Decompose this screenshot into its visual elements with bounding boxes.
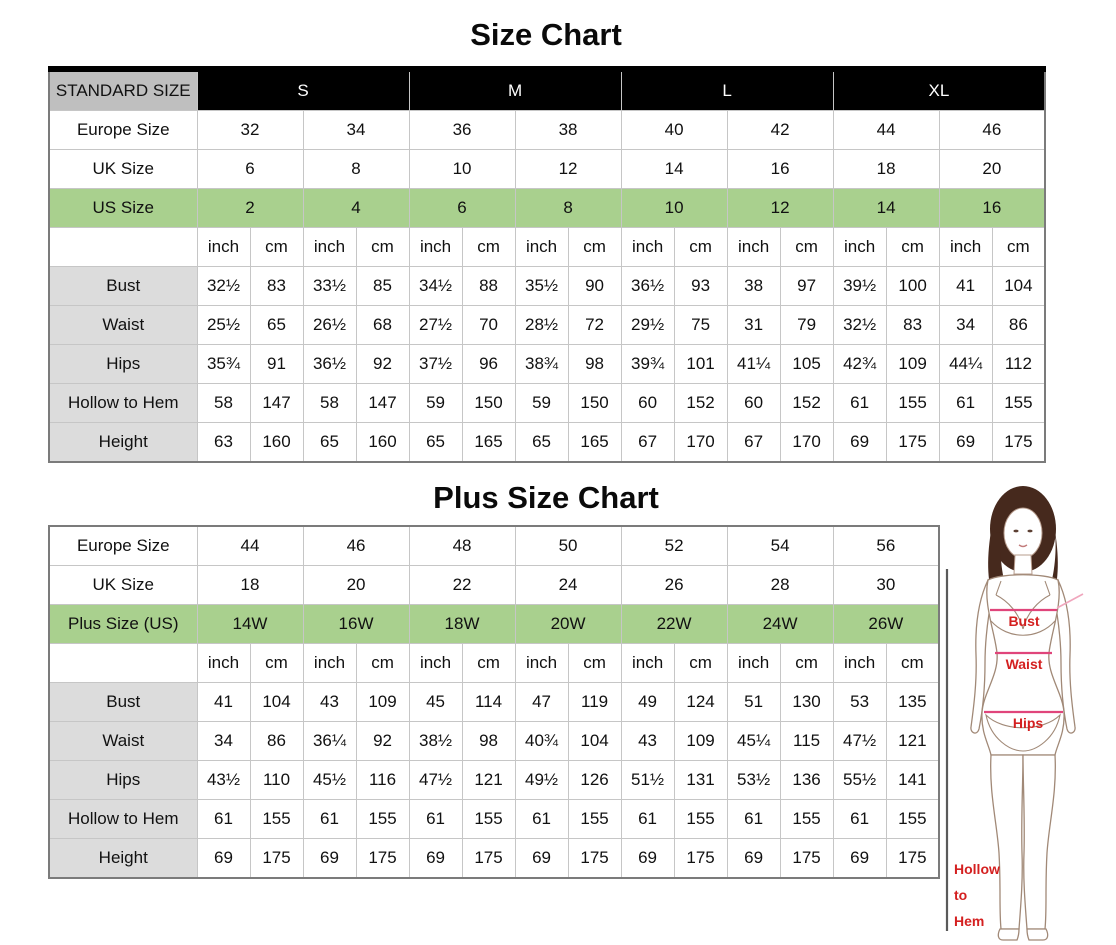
measurement-inch-cell: 45 [409,683,462,722]
unit-inch-cell: inch [197,644,250,683]
size-value-cell: 50 [515,526,621,566]
measurement-inch-cell: 43½ [197,761,250,800]
size-value-cell: 20 [939,150,1045,189]
size-value-cell: 56 [833,526,939,566]
size-value-cell: 46 [939,111,1045,150]
measurement-cm-cell: 83 [886,306,939,345]
measurement-cm-cell: 155 [886,384,939,423]
standard-size-table [48,66,1046,463]
unit-inch-cell: inch [303,228,356,267]
size-value-cell: 24W [727,605,833,644]
measurement-inch-cell: 41¼ [727,345,780,384]
measurement-cm-cell: 175 [886,423,939,463]
measurement-inch-cell: 44¼ [939,345,992,384]
measurement-inch-cell: 32½ [197,267,250,306]
measurement-label: Bust [49,267,197,306]
measurement-cm-cell: 114 [462,683,515,722]
measurement-label: Waist [49,722,197,761]
size-value-cell: 18 [833,150,939,189]
measurement-inch-cell: 51½ [621,761,674,800]
unit-row-empty-cell [49,228,197,267]
measurement-inch-cell: 32½ [833,306,886,345]
measurement-cm-cell: 131 [674,761,727,800]
measurement-inch-cell: 38¾ [515,345,568,384]
measurement-cm-cell: 105 [780,345,833,384]
measurement-inch-cell: 37½ [409,345,462,384]
measurement-inch-cell: 26½ [303,306,356,345]
size-value-cell: 48 [409,526,515,566]
size-value-cell: 16 [939,189,1045,228]
row-label: US Size [49,189,197,228]
measurement-cm-cell: 85 [356,267,409,306]
measurement-inch-cell: 55½ [833,761,886,800]
measurement-inch-cell: 69 [515,839,568,879]
measurement-inch-cell: 61 [939,384,992,423]
measurement-inch-cell: 38½ [409,722,462,761]
measurement-cm-cell: 135 [886,683,939,722]
size-value-cell: 6 [409,189,515,228]
measurement-inch-cell: 61 [197,800,250,839]
size-value-cell: 26W [833,605,939,644]
measurement-inch-cell: 61 [833,800,886,839]
measurement-cm-cell: 88 [462,267,515,306]
size-value-cell: 46 [303,526,409,566]
size-value-cell: 12 [515,150,621,189]
size-value-cell: 42 [727,111,833,150]
size-row [49,111,1045,150]
unit-cm-cell: cm [462,228,515,267]
measurement-inch-cell: 39¾ [621,345,674,384]
measurement-inch-cell: 65 [409,423,462,463]
size-value-cell: 14 [621,150,727,189]
measurement-cm-cell: 175 [992,423,1045,463]
row-label: Europe Size [49,526,197,566]
measurement-cm-cell: 109 [674,722,727,761]
measurement-inch-cell: 34½ [409,267,462,306]
measurement-inch-cell: 25½ [197,306,250,345]
measurement-inch-cell: 53½ [727,761,780,800]
size-row [49,605,939,644]
measurement-inch-cell: 45¼ [727,722,780,761]
measurement-inch-cell: 61 [515,800,568,839]
measurement-inch-cell: 38 [727,267,780,306]
size-value-cell: 30 [833,566,939,605]
measurement-cm-cell: 92 [356,345,409,384]
hollow-label-line2: to [954,887,968,903]
measurement-cm-cell: 155 [356,800,409,839]
measurement-cm-cell: 155 [250,800,303,839]
measurement-inch-cell: 45½ [303,761,356,800]
measurement-inch-cell: 47 [515,683,568,722]
size-value-cell: 32 [197,111,303,150]
measurement-inch-cell: 69 [197,839,250,879]
measurement-cm-cell: 165 [462,423,515,463]
measurement-cm-cell: 152 [780,384,833,423]
size-group-s: S [197,69,409,111]
unit-cm-cell: cm [356,228,409,267]
measurement-inch-cell: 58 [197,384,250,423]
measurement-cm-cell: 101 [674,345,727,384]
measurement-inch-cell: 43 [621,722,674,761]
size-value-cell: 14 [833,189,939,228]
measurement-inch-cell: 41 [197,683,250,722]
measurement-cm-cell: 97 [780,267,833,306]
measurement-inch-cell: 60 [727,384,780,423]
unit-row-empty-cell [49,644,197,683]
measurement-row [49,800,939,839]
measurement-label: Hips [49,345,197,384]
measurement-cm-cell: 110 [250,761,303,800]
unit-cm-cell: cm [462,644,515,683]
measurement-inch-cell: 65 [515,423,568,463]
size-value-cell: 16 [727,150,833,189]
measurement-cm-cell: 170 [780,423,833,463]
size-value-cell: 28 [727,566,833,605]
measurement-cm-cell: 160 [250,423,303,463]
measurement-cm-cell: 100 [886,267,939,306]
measurement-inch-cell: 69 [833,423,886,463]
measurement-cm-cell: 160 [356,423,409,463]
measurement-cm-cell: 116 [356,761,409,800]
measurement-inch-cell: 69 [621,839,674,879]
measurement-cm-cell: 86 [992,306,1045,345]
measurement-inch-cell: 58 [303,384,356,423]
unit-inch-cell: inch [727,644,780,683]
measurement-cm-cell: 155 [780,800,833,839]
measurement-inch-cell: 61 [303,800,356,839]
measurement-inch-cell: 67 [621,423,674,463]
unit-cm-cell: cm [780,644,833,683]
unit-inch-cell: inch [621,644,674,683]
row-label: UK Size [49,566,197,605]
bust-label: Bust [1008,613,1040,629]
measurement-row [49,345,1045,384]
unit-cm-cell: cm [250,644,303,683]
size-value-cell: 26 [621,566,727,605]
unit-inch-cell: inch [833,644,886,683]
measurement-cm-cell: 126 [568,761,621,800]
measurement-row [49,761,939,800]
unit-inch-cell: inch [727,228,780,267]
measurement-cm-cell: 175 [568,839,621,879]
unit-cm-cell: cm [674,228,727,267]
unit-cm-cell: cm [674,644,727,683]
measurement-inch-cell: 51 [727,683,780,722]
size-value-cell: 54 [727,526,833,566]
measurement-inch-cell: 61 [409,800,462,839]
hips-label: Hips [1012,715,1044,731]
measurement-cm-cell: 104 [568,722,621,761]
measurement-inch-cell: 47½ [409,761,462,800]
measurement-cm-cell: 70 [462,306,515,345]
measurement-cm-cell: 136 [780,761,833,800]
measurement-cm-cell: 175 [780,839,833,879]
size-value-cell: 12 [727,189,833,228]
size-value-cell: 20 [303,566,409,605]
unit-cm-cell: cm [886,228,939,267]
unit-cm-cell: cm [886,644,939,683]
measurement-label: Hips [49,761,197,800]
measurement-cm-cell: 175 [356,839,409,879]
measurement-inch-cell: 67 [727,423,780,463]
measurement-inch-cell: 35½ [515,267,568,306]
measurement-cm-cell: 165 [568,423,621,463]
size-group-m: M [409,69,621,111]
figure-legs [991,755,1056,940]
measurement-inch-cell: 61 [727,800,780,839]
measurement-cm-cell: 175 [674,839,727,879]
measurement-inch-cell: 49 [621,683,674,722]
measurement-cm-cell: 155 [886,800,939,839]
unit-inch-cell: inch [833,228,886,267]
measurement-row [49,384,1045,423]
size-chart-title: Size Chart [470,17,622,52]
measurement-inch-cell: 39½ [833,267,886,306]
measurement-cm-cell: 119 [568,683,621,722]
measurement-inch-cell: 59 [409,384,462,423]
measurement-cm-cell: 147 [250,384,303,423]
measurement-cm-cell: 109 [356,683,409,722]
row-label: Plus Size (US) [49,605,197,644]
row-label: UK Size [49,150,197,189]
measurement-inch-cell: 49½ [515,761,568,800]
size-value-cell: 14W [197,605,303,644]
measurement-cm-cell: 104 [992,267,1045,306]
measurement-cm-cell: 150 [462,384,515,423]
measurement-cm-cell: 65 [250,306,303,345]
unit-inch-cell: inch [939,228,992,267]
measurement-cm-cell: 92 [356,722,409,761]
measurement-inch-cell: 36½ [621,267,674,306]
measurement-inch-cell: 43 [303,683,356,722]
size-value-cell: 44 [833,111,939,150]
size-value-cell: 16W [303,605,409,644]
measurement-label: Height [49,423,197,463]
size-group-xl: XL [833,69,1045,111]
size-value-cell: 34 [303,111,409,150]
measurement-inch-cell: 36¼ [303,722,356,761]
measurement-cm-cell: 124 [674,683,727,722]
measurement-row [49,423,1045,463]
size-group-header-row [49,69,1045,111]
unit-cm-cell: cm [568,644,621,683]
measurement-inch-cell: 42¾ [833,345,886,384]
measurement-inch-cell: 28½ [515,306,568,345]
measurement-cm-cell: 79 [780,306,833,345]
body-measurement-illustration [933,483,1113,943]
size-value-cell: 18W [409,605,515,644]
size-row [49,150,1045,189]
standard-size-corner-cell: STANDARD SIZE [49,69,197,111]
measurement-cm-cell: 130 [780,683,833,722]
size-value-cell: 24 [515,566,621,605]
measurement-inch-cell: 36½ [303,345,356,384]
measurement-cm-cell: 152 [674,384,727,423]
measurement-inch-cell: 69 [833,839,886,879]
hollow-label-line1: Hollow [954,861,1000,877]
measurement-cm-cell: 121 [462,761,515,800]
measurement-cm-cell: 155 [568,800,621,839]
measurement-cm-cell: 155 [992,384,1045,423]
measurement-row [49,839,939,879]
measurement-inch-cell: 40¾ [515,722,568,761]
measurement-inch-cell: 31 [727,306,780,345]
unit-header-row [49,644,939,683]
unit-inch-cell: inch [621,228,674,267]
measurement-inch-cell: 61 [833,384,886,423]
measurement-cm-cell: 91 [250,345,303,384]
size-row [49,566,939,605]
plus-size-table [48,525,940,879]
unit-inch-cell: inch [409,228,462,267]
size-value-cell: 8 [303,150,409,189]
measurement-inch-cell: 69 [939,423,992,463]
measurement-cm-cell: 83 [250,267,303,306]
unit-inch-cell: inch [515,644,568,683]
plus-size-chart-title: Plus Size Chart [433,480,659,515]
measurement-inch-cell: 35¾ [197,345,250,384]
size-value-cell: 40 [621,111,727,150]
measurement-cm-cell: 170 [674,423,727,463]
measurement-cm-cell: 96 [462,345,515,384]
size-value-cell: 18 [197,566,303,605]
measurement-cm-cell: 175 [886,839,939,879]
unit-cm-cell: cm [250,228,303,267]
measurement-label: Height [49,839,197,879]
measurement-inch-cell: 59 [515,384,568,423]
measurement-inch-cell: 41 [939,267,992,306]
size-value-cell: 22 [409,566,515,605]
measurement-cm-cell: 155 [674,800,727,839]
measurement-inch-cell: 61 [621,800,674,839]
unit-inch-cell: inch [409,644,462,683]
hollow-label-line3: Hem [954,913,985,929]
measurement-row [49,683,939,722]
measurement-inch-cell: 69 [303,839,356,879]
measurement-row [49,722,939,761]
measurement-cm-cell: 104 [250,683,303,722]
measurement-cm-cell: 115 [780,722,833,761]
unit-inch-cell: inch [197,228,250,267]
measurement-cm-cell: 90 [568,267,621,306]
measurement-cm-cell: 155 [462,800,515,839]
measurement-inch-cell: 63 [197,423,250,463]
charts-container [48,0,1044,879]
size-value-cell: 44 [197,526,303,566]
measurement-figure [933,483,1113,943]
size-value-cell: 36 [409,111,515,150]
measurement-row [49,306,1045,345]
measurement-inch-cell: 33½ [303,267,356,306]
row-label: Europe Size [49,111,197,150]
measurement-cm-cell: 98 [462,722,515,761]
measurement-inch-cell: 34 [197,722,250,761]
measurement-cm-cell: 175 [462,839,515,879]
size-group-l: L [621,69,833,111]
measurement-cm-cell: 175 [250,839,303,879]
unit-header-row [49,228,1045,267]
measurement-cm-cell: 72 [568,306,621,345]
unit-inch-cell: inch [515,228,568,267]
size-row [49,189,1045,228]
unit-cm-cell: cm [568,228,621,267]
measurement-inch-cell: 27½ [409,306,462,345]
measurement-label: Hollow to Hem [49,384,197,423]
measurement-cm-cell: 147 [356,384,409,423]
measurement-cm-cell: 98 [568,345,621,384]
size-value-cell: 20W [515,605,621,644]
size-value-cell: 2 [197,189,303,228]
measurement-inch-cell: 69 [727,839,780,879]
measurement-inch-cell: 69 [409,839,462,879]
measurement-inch-cell: 60 [621,384,674,423]
measurement-label: Waist [49,306,197,345]
size-value-cell: 52 [621,526,727,566]
measurement-cm-cell: 86 [250,722,303,761]
unit-cm-cell: cm [780,228,833,267]
measurement-cm-cell: 75 [674,306,727,345]
unit-cm-cell: cm [992,228,1045,267]
measurement-inch-cell: 53 [833,683,886,722]
measurement-cm-cell: 93 [674,267,727,306]
measurement-cm-cell: 141 [886,761,939,800]
measurement-inch-cell: 29½ [621,306,674,345]
measurement-row [49,267,1045,306]
measurement-label: Hollow to Hem [49,800,197,839]
waist-label: Waist [1005,656,1043,672]
measurement-inch-cell: 47½ [833,722,886,761]
measurement-cm-cell: 150 [568,384,621,423]
measurement-inch-cell: 34 [939,306,992,345]
size-value-cell: 8 [515,189,621,228]
size-value-cell: 10 [409,150,515,189]
measurement-label: Bust [49,683,197,722]
unit-cm-cell: cm [356,644,409,683]
size-value-cell: 22W [621,605,727,644]
size-value-cell: 4 [303,189,409,228]
measurement-cm-cell: 68 [356,306,409,345]
measurement-cm-cell: 109 [886,345,939,384]
measurement-cm-cell: 121 [886,722,939,761]
size-value-cell: 38 [515,111,621,150]
measurement-cm-cell: 112 [992,345,1045,384]
size-row [49,526,939,566]
measurement-inch-cell: 65 [303,423,356,463]
size-value-cell: 6 [197,150,303,189]
size-value-cell: 10 [621,189,727,228]
unit-inch-cell: inch [303,644,356,683]
